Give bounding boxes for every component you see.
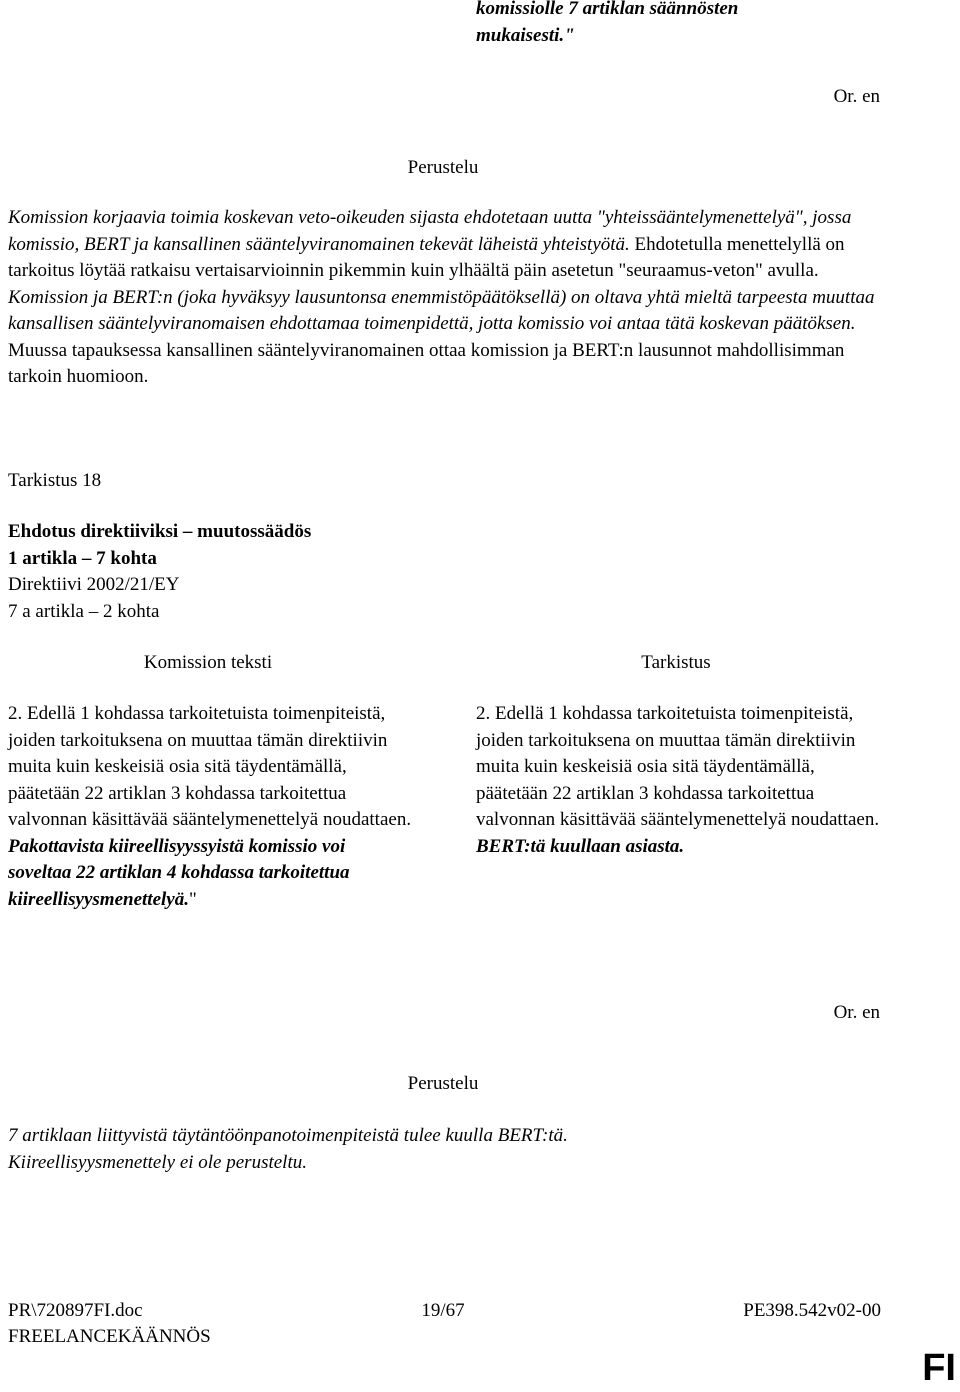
footer-page-number: 19/67 xyxy=(421,1300,465,1321)
right-column-text xyxy=(476,701,880,860)
footer-doc-ref: PR\720897FI.doc xyxy=(8,1300,143,1321)
footer-pe-ref: PE398.542v02-00 xyxy=(743,1300,881,1321)
left-column-text xyxy=(8,701,412,913)
left-column-body: 2. Edellä 1 kohdassa tarkoitetuista toimenpiteistä, joiden tarkoituksena on muuttaa tämän direktiivin muita kuin keskeisiä osia sitä täydentämällä, päätetään 22 artiklan 3 kohdassa tarkoitettua valvonnan käsittävää sääntelymenettelyä noudattaen. xyxy=(8,703,412,830)
left-column-bold: Pakottavista kiireellisyyssyistä komissio voi soveltaa 22 artiklan 4 kohdassa tarkoitettua kiireellisyysmenettelyä. xyxy=(8,835,350,910)
footer-language-code: FI xyxy=(922,1347,956,1389)
justification-2-line2: Kiireellisyysmenettely ei ole perusteltu. xyxy=(8,1151,307,1173)
left-column-end: " xyxy=(188,888,197,910)
right-column-body: 2. Edellä 1 kohdassa tarkoitetuista toimenpiteistä, joiden tarkoituksena on muuttaa tämän direktiivin muita kuin keskeisiä osia sitä täydentämällä, päätetään 22 artiklan 3 kohdassa tarkoitettua valvonnan käsittävää sääntelymenettelyä noudattaen. xyxy=(476,703,880,830)
justification-1-part4: Muussa tapauksessa kansallinen sääntelyviranomainen ottaa komission ja BERT:n lausunnot mahdollisimman tarkoin huomioon. xyxy=(8,339,845,387)
justification-1-part1: Komission korjaavia toimia koskevan veto-oikeuden sijasta ehdotetaan uutta "yhteissääntelymenettelyä", jossa komissio, BERT ja kansallinen sääntelyviranomainen tekevät läheistä yhteistyötä. xyxy=(8,207,852,255)
amendment-sub-article: 7 a artikla – 2 kohta xyxy=(8,600,160,622)
justification-1-part2: Ehdotetulla menettelyllä on tarkoitus löytää ratkaisu vertaisarvioinnin pikemmin kuin ylhäältä päin asetetun "seuraamus-veton" avulla. xyxy=(8,233,845,281)
justification-text-2 xyxy=(8,1123,885,1176)
amendment-proposal: Ehdotus direktiiviksi – muutossäädös xyxy=(8,521,312,542)
top-continuation-line2: mukaisesti." xyxy=(476,24,575,46)
top-continuation xyxy=(476,0,896,49)
footer-freelance: FREELANCEKÄÄNNÖS xyxy=(8,1326,211,1347)
top-continuation-line1: komissiolle 7 artiklan säännösten xyxy=(476,0,739,19)
amendment-header xyxy=(8,468,608,495)
original-language-1: Or. en xyxy=(833,86,880,107)
amendment-directive: Direktiivi 2002/21/EY xyxy=(8,574,180,595)
right-column-header: Tarkistus xyxy=(641,652,711,673)
justification-2-line1: 7 artiklaan liittyvistä täytäntöönpanotoimenpiteistä tulee kuulla BERT:tä. xyxy=(8,1125,568,1146)
justification-1-part3: Komission ja BERT:n (joka hyväksyy lausuntonsa enemmistöpäätöksellä) on oltava yhtä mieltä tarpeesta muuttaa kansallisen sääntelyviranomaisen ehdottamaa toimenpidettä, jotta komissio voi antaa tätä koskevan päätöksen. xyxy=(8,286,875,334)
right-column-bold: BERT:tä kuullaan asiasta. xyxy=(476,835,685,857)
amendment-reference xyxy=(8,519,608,625)
left-column-header: Komission teksti xyxy=(143,652,273,673)
amendment-title: Tarkistus 18 xyxy=(8,470,102,491)
original-language-2: Or. en xyxy=(833,1002,880,1023)
amendment-article: 1 artikla – 7 kohta xyxy=(8,547,157,569)
justification-heading-2: Perustelu xyxy=(407,1073,479,1094)
justification-text-1 xyxy=(8,205,885,391)
justification-heading-1: Perustelu xyxy=(407,157,479,178)
